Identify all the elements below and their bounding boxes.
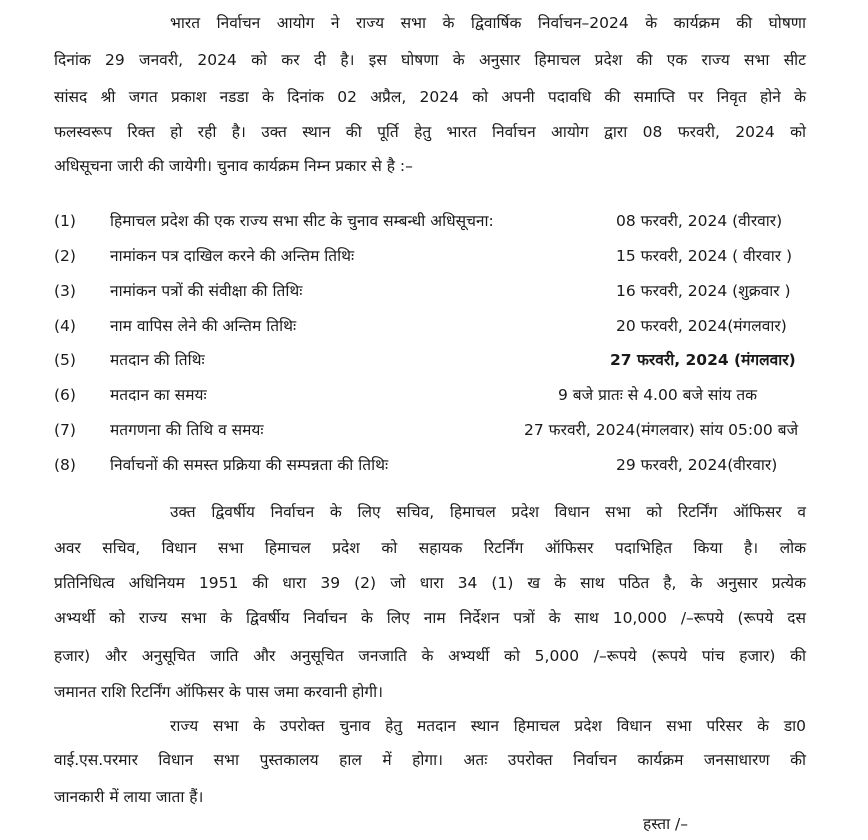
intro-line: अधिसूचना जारी की जायेगी। चुनाव कार्यक्रम निम्न प्रकार से है :– [54,157,413,175]
intro-line: फलस्वरूप रिक्त हो रही है। उक्त स्थान की पूर्ति हेतु भारत निर्वाचन आयोग द्वारा 08 फरवरी, 2024 को [54,123,806,141]
intro-line: दिनांक 29 जनवरी, 2024 को कर दी है। इस घोषणा के अनुसार हिमाचल प्रदेश की एक राज्य सभा सीट [54,51,806,69]
paragraph-line: जमानत राशि रिटर्निंग ऑफिसर के पास जमा करवानी होगी। [54,683,384,701]
schedule-value: 27 फरवरी, 2024 (मंगलवार) [610,351,796,369]
schedule-value: 16 फरवरी, 2024 (शुक्रवार ) [616,282,791,300]
schedule-label: मतदान की तिथिः [110,351,205,369]
schedule-label: हिमाचल प्रदेश की एक राज्य सभा सीट के चुनाव सम्बन्धी अधिसूचना: [110,212,494,230]
paragraph-line: अभ्यर्थी को राज्य सभा के द्विवर्षीय निर्वाचन के लिए नाम निर्देशन पत्रों के साथ 10,000 /–रूपये (रूपये दस [54,609,806,627]
intro-line: सांसद श्री जगत प्रकाश नडडा के दिनांक 02 अप्रैल, 2024 को अपनी पदावधि की समाप्ति पर निवृत होने के [54,88,806,106]
schedule-number: (4) [54,317,76,335]
schedule-number: (3) [54,282,76,300]
schedule-label: मतदान का समयः [110,386,207,404]
schedule-value: 27 फरवरी, 2024(मंगलवार) सांय 05:00 बजे [524,421,799,439]
schedule-label: नामांकन पत्रों की संवीक्षा की तिथिः [110,282,303,300]
schedule-number: (7) [54,421,76,439]
schedule-number: (5) [54,351,76,369]
schedule-number: (6) [54,386,76,404]
schedule-label: मतगणना की तिथि व समयः [110,421,264,439]
schedule-value: 20 फरवरी, 2024(मंगलवार) [616,317,787,335]
schedule-number: (8) [54,456,76,474]
schedule-number: (2) [54,247,76,265]
intro-line: भारत निर्वाचन आयोग ने राज्य सभा के द्विवार्षिक निर्वाचन–2024 के कार्यक्रम की घोषणा [170,14,806,32]
schedule-item [0,384,868,406]
schedule-value: 08 फरवरी, 2024 (वीरवार) [616,212,783,230]
schedule-value: 15 फरवरी, 2024 ( वीरवार ) [616,247,793,265]
paragraph-line: उक्त द्विवर्षीय निर्वाचन के लिए सचिव, हिमाचल प्रदेश विधान सभा को रिटर्निंग ऑफिसर व [170,503,806,521]
schedule-item [0,454,868,476]
schedule-item [0,419,868,441]
schedule-item [0,210,868,232]
schedule-item [0,245,868,267]
schedule-value: 29 फरवरी, 2024(वीरवार) [616,456,778,474]
paragraph-line: अवर सचिव, विधान सभा हिमाचल प्रदेश को सहायक रिटर्निंग ऑफिसर पदाभिहित किया है। लोक [54,539,806,557]
schedule-label: नाम वापिस लेने की अन्तिम तिथिः [110,317,297,335]
paragraph-line: हजार) और अनुसूचित जाति और अनुसूचित जनजाति के अभ्यर्थी को 5,000 /–रूपये (रूपये पांच हजार) की [54,647,806,665]
paragraph-line: वाई.एस.परमार विधान सभा पुस्तकालय हाल में होगा। अतः उपरोक्त निर्वाचन कार्यक्रम जनसाधारण की [54,751,806,769]
schedule-label: नामांकन पत्र दाखिल करने की अन्तिम तिथिः [110,247,355,265]
signature-text: हस्ता /– [643,815,689,833]
schedule-number: (1) [54,212,76,230]
schedule-item [0,315,868,337]
schedule-item [0,349,868,371]
schedule-value: 9 बजे प्रातः से 4.00 बजे सांय तक [558,386,758,404]
schedule-item [0,280,868,302]
schedule-label: निर्वाचनों की समस्त प्रक्रिया की सम्पन्नता की तिथिः [110,456,389,474]
paragraph-line: जानकारी में लाया जाता हैं। [54,788,204,806]
paragraph-line: प्रतिनिधित्व अधिनियम 1951 की धारा 39 (2) जो धारा 34 (1) ख के साथ पठित है, के अनुसार प्रत्येक [54,574,806,592]
paragraph-line: राज्य सभा के उपरोक्त चुनाव हेतु मतदान स्थान हिमाचल प्रदेश विधान सभा परिसर के डा0 [170,717,806,735]
